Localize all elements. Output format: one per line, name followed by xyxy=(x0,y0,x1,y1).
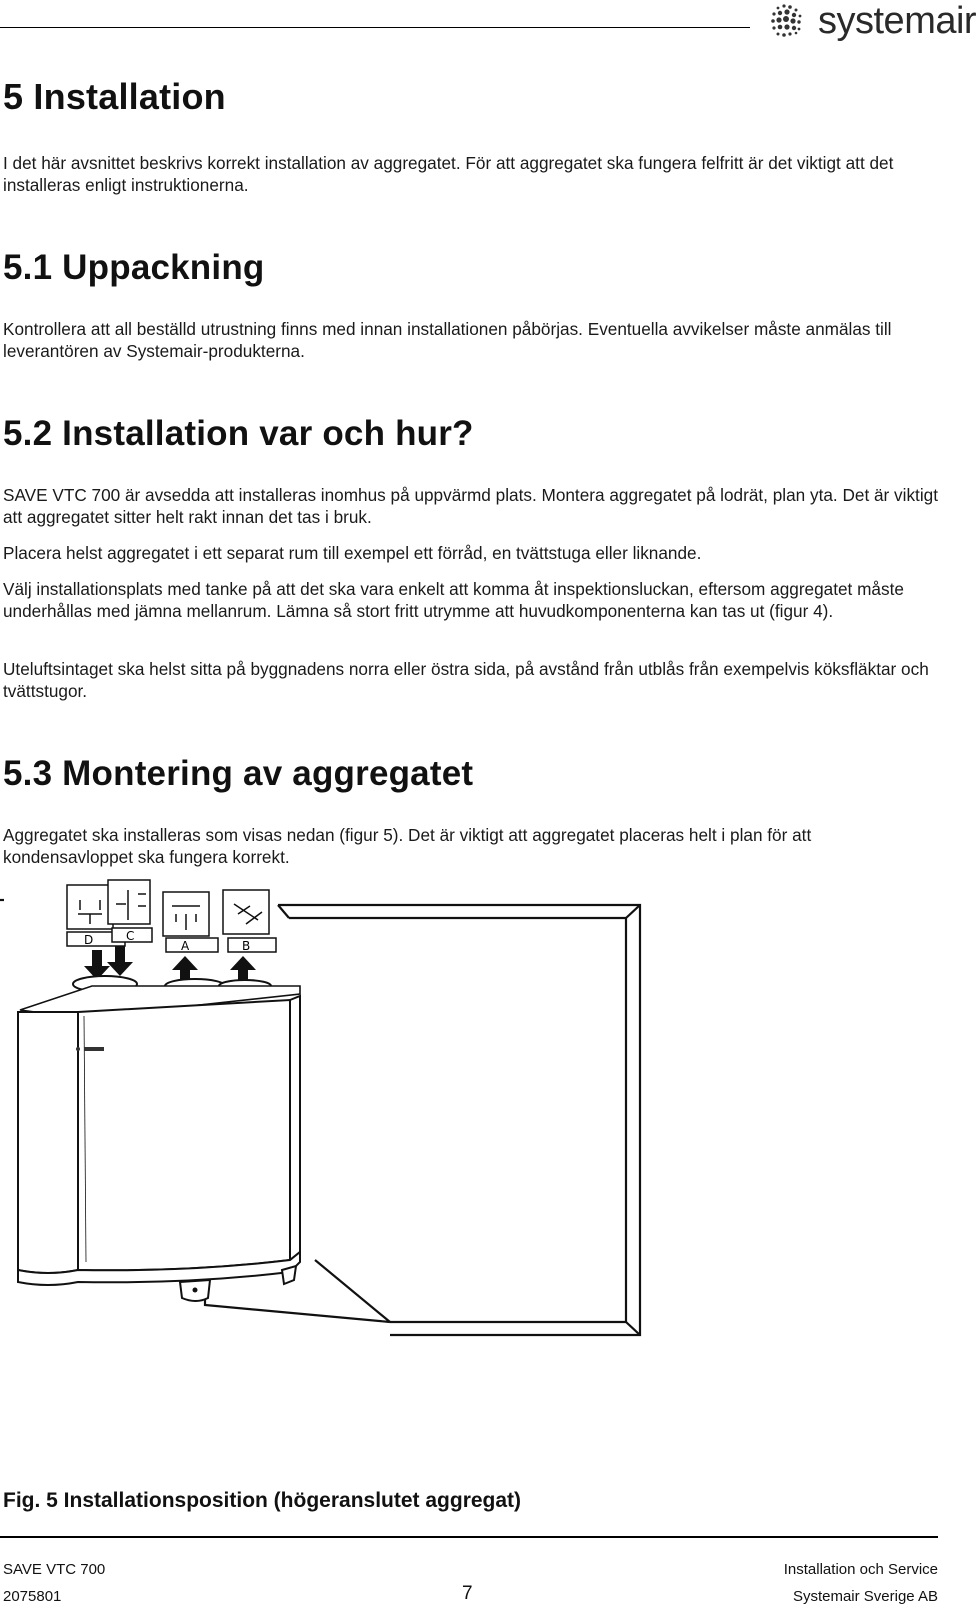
header-rule xyxy=(0,27,750,28)
section-5-2-paragraph-1: SAVE VTC 700 är avsedda att installeras inomhus på uppvärmd plats. Montera aggregatet på lodrät, plan yta. Det är viktigt att aggregatet sitter helt rakt innan det tas i bruk. xyxy=(3,485,938,527)
figure-caption: Fig. 5 Installationsposition (högeranslutet aggregat) xyxy=(3,1489,522,1512)
page-title: 5 Installation xyxy=(3,76,226,117)
label-b: B xyxy=(242,939,251,953)
intro-paragraph: I det här avsnittet beskrivs korrekt installation av aggregatet. För att aggregatet ska fungera felfritt är det viktigt att det installeras enligt instruktionerna. xyxy=(3,153,894,195)
section-5-3-title: 5.3 Montering av aggregatet xyxy=(3,754,474,793)
installation-figure xyxy=(0,900,960,1470)
ventilation-unit xyxy=(18,976,300,1301)
section-5-3-paragraph: Aggregatet ska installeras som visas nedan (figur 5). Det är viktigt att aggregatet placeras helt i plan för att kondensavloppet ska fungera korrekt. xyxy=(3,825,812,867)
label-c: C xyxy=(126,929,135,943)
footer-company: Systemair Sverige AB xyxy=(792,1588,938,1605)
arrow-down-c-icon xyxy=(107,946,133,976)
section-5-1-title: 5.1 Uppackning xyxy=(3,248,265,287)
duct-icon-a xyxy=(163,892,218,952)
label-a: A xyxy=(181,939,190,953)
footer-product: SAVE VTC 700 xyxy=(3,1561,106,1578)
section-5-2-paragraph-3: Välj installationsplats med tanke på att det ska vara enkelt att komma åt inspektionsluckan, eftersom aggregatet måste underhållas med jämna mellanrum. Lämna så stort fritt utrymme att huvudkomponenterna kan tas ut (figur 4). xyxy=(3,579,904,621)
footer-rule xyxy=(0,1536,938,1538)
section-5-2-paragraph-4: Uteluftsintaget ska helst sitta på byggnadens norra eller östra sida, på avstånd från utblås från exempelvis köksfläktar och tvättstugor. xyxy=(3,659,929,701)
section-5-1-paragraph: Kontrollera att all beställd utrustning finns med innan installationen påbörjas. Eventuella avvikelser måste anmälas till leverantören av Systemair-produkterna. xyxy=(3,319,892,361)
label-d: D xyxy=(84,933,94,947)
section-5-2-title: 5.2 Installation var och hur? xyxy=(3,414,474,453)
footer-doc-title: Installation och Service xyxy=(783,1561,938,1578)
footer-doc-number: 2075801 xyxy=(3,1588,62,1605)
section-5-2-paragraph-2: Placera helst aggregatet i ett separat rum till exempel ett förråd, en tvättstuga eller liknande. xyxy=(3,543,702,563)
page-number: 7 xyxy=(462,1583,473,1604)
brand-name: systemair xyxy=(818,0,976,42)
